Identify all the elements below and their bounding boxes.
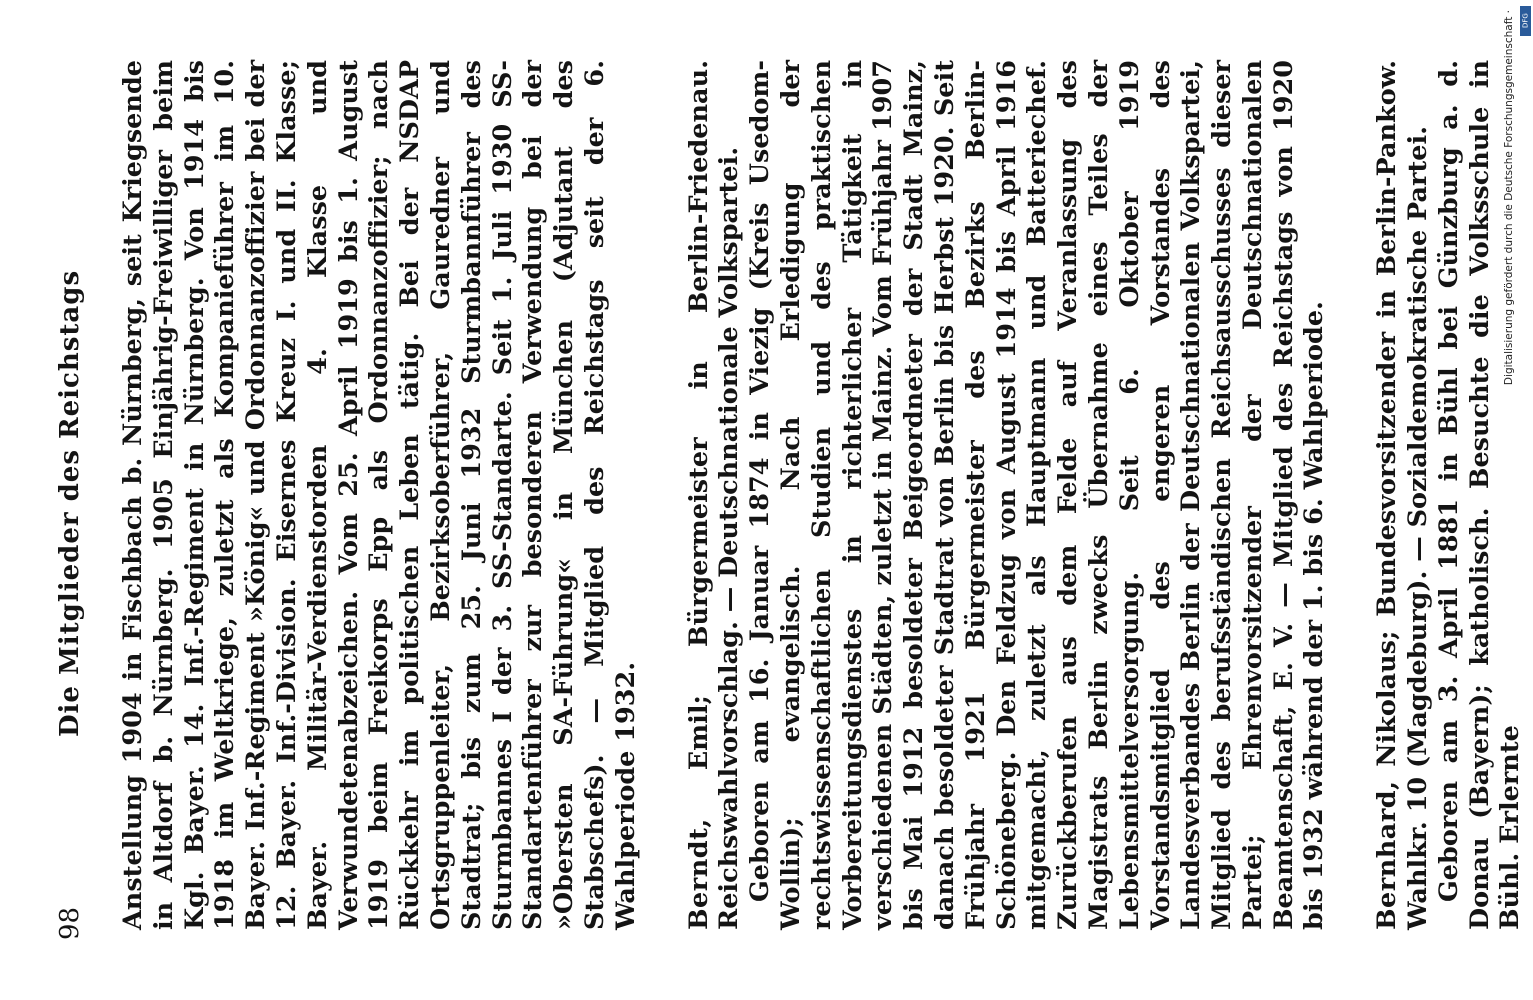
entry-paragraph: Anstellung 1904 in Fischbach b. Nürnberg, seit Kriegsende in Altdorf b. Nürnberg. 1905 Einjährig-Freiwilliger beim Kgl. Bayer. 14. Inf.-Regiment in Nürnberg. Von 1914 bis 1918 im Weltkriege, zuletzt als Kompanieführer im 10. Bayer. Inf.-Regiment »König« und Ordonnanzoffizier bei der 12. Bayer. Inf.-Division. Eisernes Kreuz I. und II. Klasse; Bayer. Militär-Verdienstorden 4. Klasse und Verwundetenabzeichen. Vom 25. April 1919 bis 1. August 1919 beim Freikorps Epp als Ordonnanzoffizier; nach Rückkehr im politischen Leben tätig. Bei der NSDAP Ortsgruppenleiter, Bezirksoberführer, Gauredner und Stadtrat; bis zum 25. Juni 1932 Sturmbannführer des Sturmbannes I der 3. SS-Standarte. Seit 1. Juli 1930 SS-Standartenführer zur besonderen Verwendung bei der »Obersten SA-Führung« in München (Adjutant des Stabschefs). — Mitglied des Reichstags seit der 6. Wahlperiode 1932. [118, 60, 641, 930]
entry-berndt [684, 60, 1331, 930]
entry-heading [684, 60, 746, 930]
page-number: 98 [55, 906, 85, 940]
page-header [50, 60, 90, 940]
digitization-note [1503, 10, 1519, 990]
dfg-logo: DFG [1520, 6, 1531, 36]
entry-name: Berndt, [683, 818, 714, 930]
entry-name: Bernhard, [1372, 780, 1403, 930]
running-title: Die Mitglieder des Reichstags [55, 269, 85, 738]
entry-paragraph: Geboren am 3. April 1881 in Bühl bei Günzburg a. d. Donau (Bayern); katholisch. Besuchte die Volksschule in Bühl. Erlernte [1433, 60, 1526, 930]
entry-intro: Nikolaus; Bundesvorsitzender in Berlin-Pankow. Wahlkr. 10 (Magdeburg). — Sozialdemokratische Partei. [1372, 60, 1434, 930]
entry-paragraph: Geboren am 16. Januar 1874 in Viezig (Kreis Usedom-Wollin); evangelisch. Nach Erledigung der rechtswissenschaftlichen Studien und des praktischen Vorbereitungsdienstes in richterlicher Tätigkeit in verschiedenen Städten, zuletzt in Mainz. Vom Frühjahr 1907 bis Mai 1912 besoldeter Beigeordneter der Stadt Mainz, danach besoldeter Stadtrat von Berlin bis Herbst 1920. Seit Frühjahr 1921 Bürgermeister des Bezirks Berlin-Schöneberg. Den Feldzug von August 1914 bis April 1916 mitgemacht, zuletzt als Hauptmann und Batteriechef. Zurückberufen aus dem Felde auf Veranlassung des Magistrats Berlin zwecks Übernahme eines Teiles der Lebensmittelversorgung. Seit 6. Oktober 1919 Vorstandsmitglied des engeren Vorstandes des Landesverbandes Berlin der Deutschnationalen Volkspartei, Mitglied des berufsständischen Reichsausschusses dieser Partei; Ehrenvorsitzender der Deutschnationalen Beamtenschaft, E. V. — Mitglied des Reichstags von 1920 bis 1932 während der 1. bis 6. Wahlperiode. [745, 60, 1330, 930]
text-column [118, 60, 1533, 930]
entry-heading [1372, 60, 1434, 930]
digitization-text: Digitalisierung gefördert durch die Deutsche Forschungsgemeinschaft · [1503, 10, 1515, 386]
entry-continuation [118, 60, 642, 930]
entry-intro: Emil; Bürgermeister in Berlin-Friedenau. Reichswahlvorschlag. — Deutschnationale Volkspartei. [683, 60, 745, 930]
